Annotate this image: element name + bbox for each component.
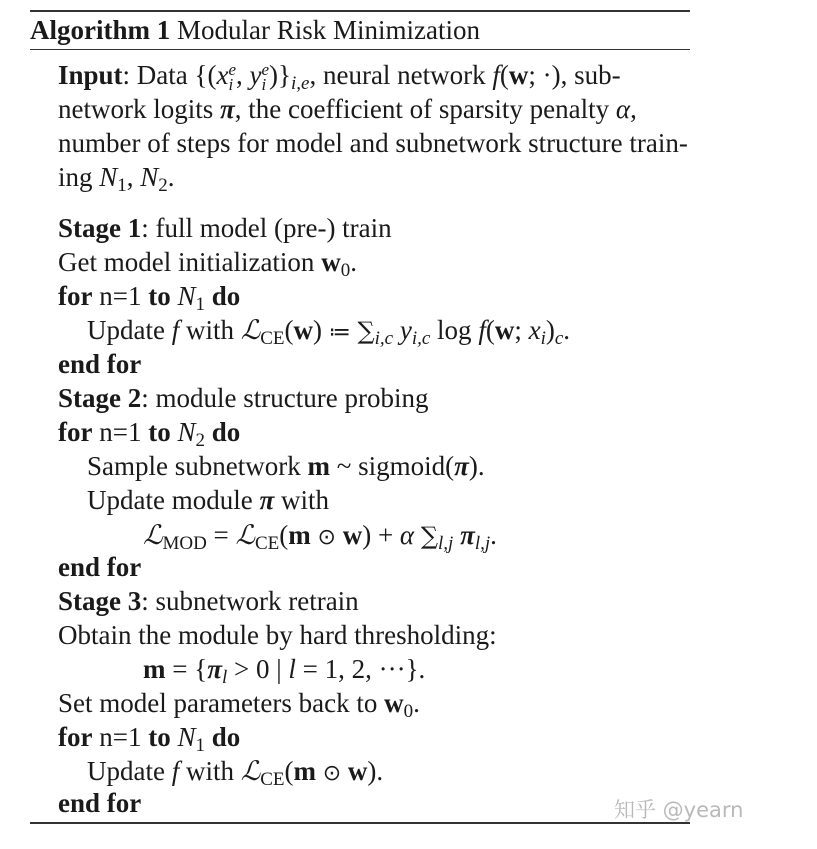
stage3-obtain: Obtain the module by hard thresholding: — [58, 620, 497, 650]
header-rule — [30, 49, 690, 50]
math-steps: $N_1$, $N_2$. — [99, 162, 175, 196]
input-label: Input — [58, 60, 123, 90]
stage-desc: : module structure probing — [141, 383, 429, 413]
math-pi: π — [259, 485, 275, 515]
algorithm-number: Algorithm 1 — [30, 15, 171, 45]
input-text: , sub- — [560, 60, 621, 90]
stage2-heading — [58, 381, 428, 415]
math-f: f — [171, 756, 180, 786]
math-f: f — [171, 315, 180, 345]
stage1-update — [87, 313, 570, 356]
step-text: Get model initialization — [58, 247, 322, 277]
math-sample: m ~ sigmoid(π). — [307, 451, 485, 481]
loop-start: n=1 — [99, 281, 142, 311]
stage2-end-for: end for — [58, 552, 142, 582]
stage1-heading — [58, 211, 392, 245]
input-text: , the coefficient of sparsity penalty — [234, 94, 616, 124]
stage2-sample — [87, 449, 485, 483]
math-ce-masked: ℒ$_{CE}$(m ⊙ w). — [240, 756, 384, 790]
keyword-for: for — [58, 281, 93, 311]
input-line-3: number of steps for model and subnetwork structure train- — [58, 128, 688, 158]
step-text: Set model parameters back to — [58, 688, 385, 718]
stage1-end-for: end for — [58, 349, 142, 379]
step-text: with — [179, 315, 241, 345]
step-text: with — [179, 756, 241, 786]
keyword-for: for — [58, 417, 93, 447]
math-w0: $w_0$. — [384, 688, 420, 722]
math-n1: $N_1$ — [177, 722, 205, 756]
sigmoid-text: sigmoid — [358, 451, 446, 481]
math-n1: $N_1$ — [177, 281, 205, 315]
keyword-do: do — [211, 281, 241, 311]
algorithm-header — [30, 12, 480, 48]
keyword-to: to — [148, 417, 171, 447]
input-text: , — [630, 94, 637, 124]
math-alpha: α — [615, 94, 631, 124]
stage-label: Stage 3 — [58, 586, 142, 616]
input-text: ing — [58, 162, 100, 192]
stage-label: Stage 1 — [58, 213, 142, 243]
math-data-set: {(x e i , y e i )}$_{i,e}$ — [194, 60, 310, 94]
input-text: , neural network — [309, 60, 493, 90]
stage2-mod-loss — [143, 518, 497, 561]
math-ce-loss: ℒ$_{CE}$(w) ≔ $\sum_{i,c}$ $y_{i,c}$ log f(w; $x_i)_c$. — [240, 315, 571, 349]
step-text: Update module — [87, 485, 260, 515]
math-n2: $N_2$ — [177, 417, 205, 451]
step-text: Update — [87, 315, 172, 345]
keyword-to: to — [148, 281, 171, 311]
stage-desc: : subnetwork retrain — [141, 586, 359, 616]
stage2-update — [87, 483, 329, 517]
keyword-do: do — [211, 722, 241, 752]
step-text: Sample subnetwork — [87, 451, 308, 481]
step-text: Update — [87, 756, 172, 786]
stage-desc: : full model (pre-) train — [141, 213, 392, 243]
loop-start: n=1 — [99, 722, 142, 752]
input-text: network logits — [58, 94, 220, 124]
stage3-heading — [58, 584, 359, 618]
step-text: with — [274, 485, 329, 515]
keyword-to: to — [148, 722, 171, 752]
watermark: 知乎 @yearn — [614, 798, 744, 822]
stage-label: Stage 2 — [58, 383, 142, 413]
algorithm-title: Modular Risk Minimization — [176, 15, 480, 45]
stage3-end-for: end for — [58, 788, 142, 818]
math-threshold: $m = \{\pi_l > 0$ | l = 1, 2, ···}. — [143, 654, 426, 688]
math-mod-loss: ℒ$_{MOD}$ = ℒ$_{CE}$(m ⊙ w) + α $\sum_{l,j}$ $\pi_{l,j}$. — [143, 520, 497, 554]
bottom-rule — [30, 822, 690, 824]
math-w0: $w_0$. — [321, 247, 357, 281]
input-text: : Data — [122, 60, 195, 90]
keyword-do: do — [211, 417, 241, 447]
input-line-4 — [58, 160, 175, 203]
keyword-for: for — [58, 722, 93, 752]
math-pi: π — [220, 94, 235, 124]
math-network: f(w; ·) — [492, 60, 561, 90]
loop-start: n=1 — [99, 417, 142, 447]
input-line-2 — [58, 92, 637, 126]
